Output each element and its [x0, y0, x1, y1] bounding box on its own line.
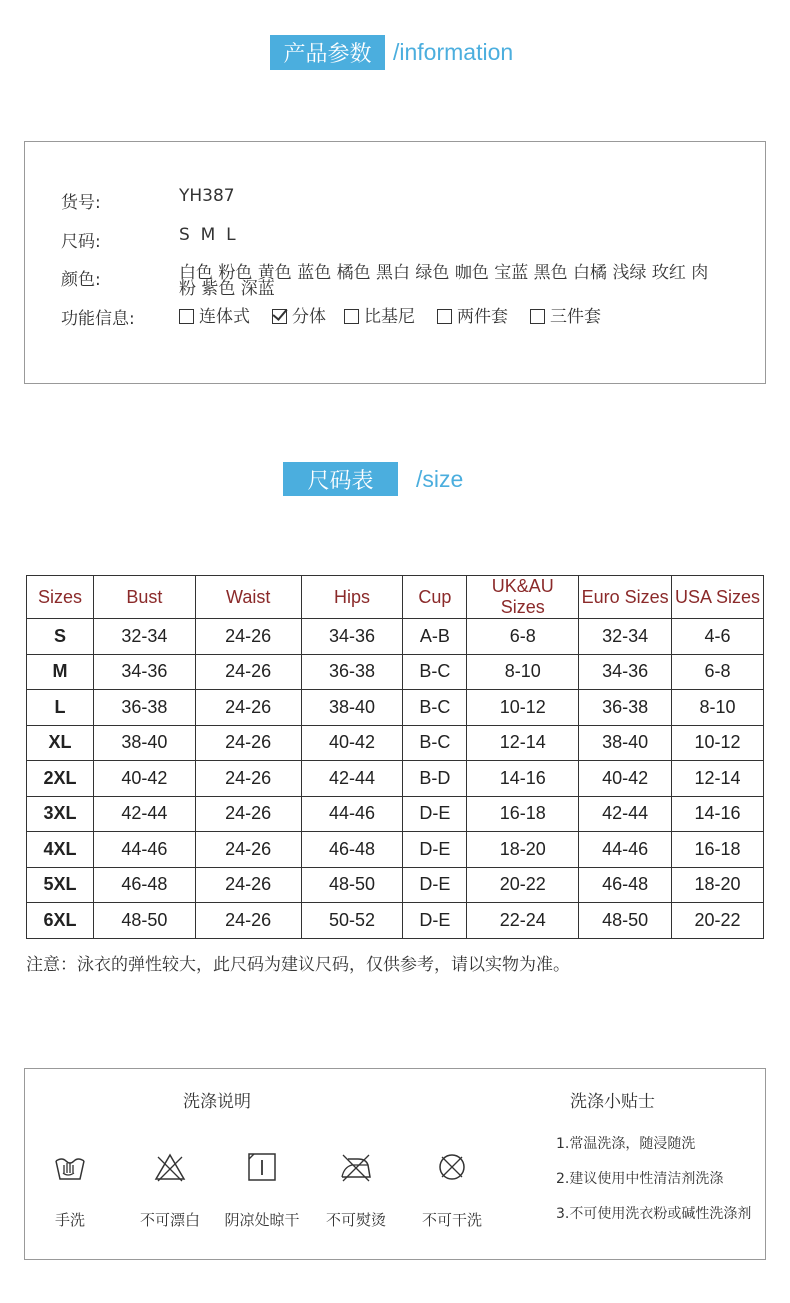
table-cell: 48-50	[301, 867, 403, 903]
table-cell: 16-18	[467, 796, 579, 832]
table-cell: 24-26	[195, 796, 301, 832]
wash-item-no-dry-clean	[407, 1149, 497, 1230]
header-uk-au: UK&AU Sizes	[467, 576, 579, 619]
table-cell: 40-42	[93, 761, 195, 797]
table-cell: D-E	[403, 796, 467, 832]
wash-label: 不可干洗	[421, 1211, 482, 1229]
table-cell: 32-34	[93, 619, 195, 655]
header-waist: Waist	[195, 576, 301, 619]
wash-label: 手洗	[54, 1211, 85, 1229]
table-cell: M	[27, 654, 94, 690]
table-row	[27, 867, 764, 903]
wash-item-no-bleach	[125, 1149, 215, 1230]
wash-tip: 1.常温洗涤，随浸随洗	[556, 1136, 696, 1152]
header-hips: Hips	[301, 576, 403, 619]
table-cell: 20-22	[672, 903, 764, 939]
wash-label: 不可熨烫	[325, 1211, 386, 1229]
table-cell: B-C	[403, 654, 467, 690]
table-cell: 36-38	[301, 654, 403, 690]
wash-instructions-box	[24, 1068, 766, 1260]
table-cell: 46-48	[93, 867, 195, 903]
option-three-piece[interactable]: 三件套	[530, 304, 601, 329]
table-cell: 6-8	[672, 654, 764, 690]
table-cell: 48-50	[93, 903, 195, 939]
table-cell: 24-26	[195, 761, 301, 797]
table-cell: 34-36	[579, 654, 672, 690]
table-row	[27, 761, 764, 797]
function-row	[61, 304, 739, 329]
checkbox-icon[interactable]	[179, 309, 194, 324]
wash-item-shade-dry	[217, 1149, 307, 1230]
color-value: 白色 粉色 黄色 蓝色 橘色 黑白 绿色 咖色 宝蓝 黑色 白橘 浅绿 玫红 肉粉 紫色 深蓝	[179, 263, 709, 299]
table-cell: D-E	[403, 832, 467, 868]
product-info-box	[24, 141, 766, 384]
table-row	[27, 796, 764, 832]
tips-title: 洗涤小贴士	[570, 1092, 655, 1112]
table-cell: 24-26	[195, 725, 301, 761]
size-value: S M L	[179, 225, 236, 245]
wash-item-hand-wash	[25, 1149, 115, 1230]
color-label: 颜色:	[61, 270, 101, 290]
table-cell: A-B	[403, 619, 467, 655]
header-cup: Cup	[403, 576, 467, 619]
table-cell: 42-44	[301, 761, 403, 797]
table-cell: 34-36	[301, 619, 403, 655]
table-cell: 24-26	[195, 867, 301, 903]
table-cell: 16-18	[672, 832, 764, 868]
table-row	[27, 832, 764, 868]
function-label: 功能信息:	[61, 309, 135, 329]
table-cell: XL	[27, 725, 94, 761]
table-cell: 2XL	[27, 761, 94, 797]
wash-tip: 3.不可使用洗衣粉或碱性洗涤剂	[556, 1206, 752, 1222]
table-cell: 14-16	[672, 796, 764, 832]
info-section-subtitle: /information	[393, 39, 514, 65]
table-cell: 40-42	[301, 725, 403, 761]
table-row	[27, 619, 764, 655]
info-section-header	[270, 35, 513, 70]
table-cell: 18-20	[672, 867, 764, 903]
checkbox-icon[interactable]	[344, 309, 359, 324]
header-usa: USA Sizes	[672, 576, 764, 619]
table-cell: B-C	[403, 690, 467, 726]
size-row	[61, 227, 739, 252]
table-cell: 36-38	[579, 690, 672, 726]
table-cell: 10-12	[672, 725, 764, 761]
table-cell: 24-26	[195, 654, 301, 690]
table-cell: 44-46	[579, 832, 672, 868]
table-cell: 6XL	[27, 903, 94, 939]
option-onepiece[interactable]: 连体式	[179, 304, 250, 329]
size-label: 尺码:	[61, 232, 101, 252]
table-cell: 12-14	[672, 761, 764, 797]
option-two-piece[interactable]: 两件套	[437, 304, 508, 329]
table-row	[27, 690, 764, 726]
size-section-title-box	[283, 462, 398, 496]
header-sizes: Sizes	[27, 576, 94, 619]
table-row	[27, 725, 764, 761]
option-bikini[interactable]: 比基尼	[344, 304, 415, 329]
table-cell: 8-10	[672, 690, 764, 726]
table-cell: 50-52	[301, 903, 403, 939]
wash-tip: 2.建议使用中性清洁剂洗涤	[556, 1171, 724, 1187]
size-note: 注意：泳衣的弹性较大，此尺码为建议尺码，仅供参考，请以实物为准。	[26, 955, 570, 975]
size-section-subtitle: /size	[416, 465, 464, 492]
option-split[interactable]: 分体	[272, 304, 326, 329]
info-section-title: 产品参数	[283, 42, 372, 67]
header-bust: Bust	[93, 576, 195, 619]
size-section-header	[283, 462, 463, 496]
table-cell: 44-46	[93, 832, 195, 868]
wash-label: 阴凉处晾干	[224, 1211, 300, 1229]
table-cell: 34-36	[93, 654, 195, 690]
table-cell: 20-22	[467, 867, 579, 903]
table-cell: B-D	[403, 761, 467, 797]
hand-wash-icon	[52, 1149, 88, 1185]
table-cell: 6-8	[467, 619, 579, 655]
table-row	[27, 654, 764, 690]
table-cell: 38-40	[301, 690, 403, 726]
item-number-row	[61, 188, 739, 213]
wash-label: 不可漂白	[139, 1211, 200, 1229]
table-cell: 42-44	[579, 796, 672, 832]
checkbox-checked-icon[interactable]	[272, 309, 287, 324]
item-number-label: 货号:	[61, 193, 101, 213]
item-number-value: YH387	[179, 186, 235, 206]
table-cell: 22-24	[467, 903, 579, 939]
info-section-title-box	[270, 35, 385, 70]
table-cell: 8-10	[467, 654, 579, 690]
table-cell: 10-12	[467, 690, 579, 726]
table-cell: 44-46	[301, 796, 403, 832]
table-cell: 40-42	[579, 761, 672, 797]
color-row	[61, 265, 724, 297]
table-cell: L	[27, 690, 94, 726]
table-cell: 3XL	[27, 796, 94, 832]
table-cell: 46-48	[579, 867, 672, 903]
table-cell: 5XL	[27, 867, 94, 903]
table-cell: D-E	[403, 867, 467, 903]
table-cell: 38-40	[93, 725, 195, 761]
size-table	[26, 575, 764, 939]
table-row	[27, 903, 764, 939]
table-cell: 32-34	[579, 619, 672, 655]
table-cell: 24-26	[195, 903, 301, 939]
no-bleach-icon	[152, 1149, 188, 1185]
table-cell: 36-38	[93, 690, 195, 726]
wash-title: 洗涤说明	[183, 1092, 251, 1112]
table-cell: 24-26	[195, 690, 301, 726]
no-dry-clean-icon	[434, 1149, 470, 1185]
checkbox-icon[interactable]	[437, 309, 452, 324]
table-cell: 4-6	[672, 619, 764, 655]
table-cell: 42-44	[93, 796, 195, 832]
table-cell: 38-40	[579, 725, 672, 761]
table-cell: 14-16	[467, 761, 579, 797]
table-cell: 12-14	[467, 725, 579, 761]
table-cell: D-E	[403, 903, 467, 939]
table-cell: 24-26	[195, 619, 301, 655]
function-options	[179, 304, 739, 329]
table-cell: S	[27, 619, 94, 655]
table-cell: 24-26	[195, 832, 301, 868]
table-cell: 18-20	[467, 832, 579, 868]
no-iron-icon	[338, 1149, 374, 1185]
shade-dry-icon	[244, 1149, 280, 1185]
table-cell: B-C	[403, 725, 467, 761]
table-cell: 48-50	[579, 903, 672, 939]
table-header-row	[27, 576, 764, 619]
table-cell: 4XL	[27, 832, 94, 868]
wash-item-no-iron	[311, 1149, 401, 1230]
size-section-title: 尺码表	[307, 468, 374, 494]
checkbox-icon[interactable]	[530, 309, 545, 324]
table-cell: 46-48	[301, 832, 403, 868]
header-euro: Euro Sizes	[579, 576, 672, 619]
